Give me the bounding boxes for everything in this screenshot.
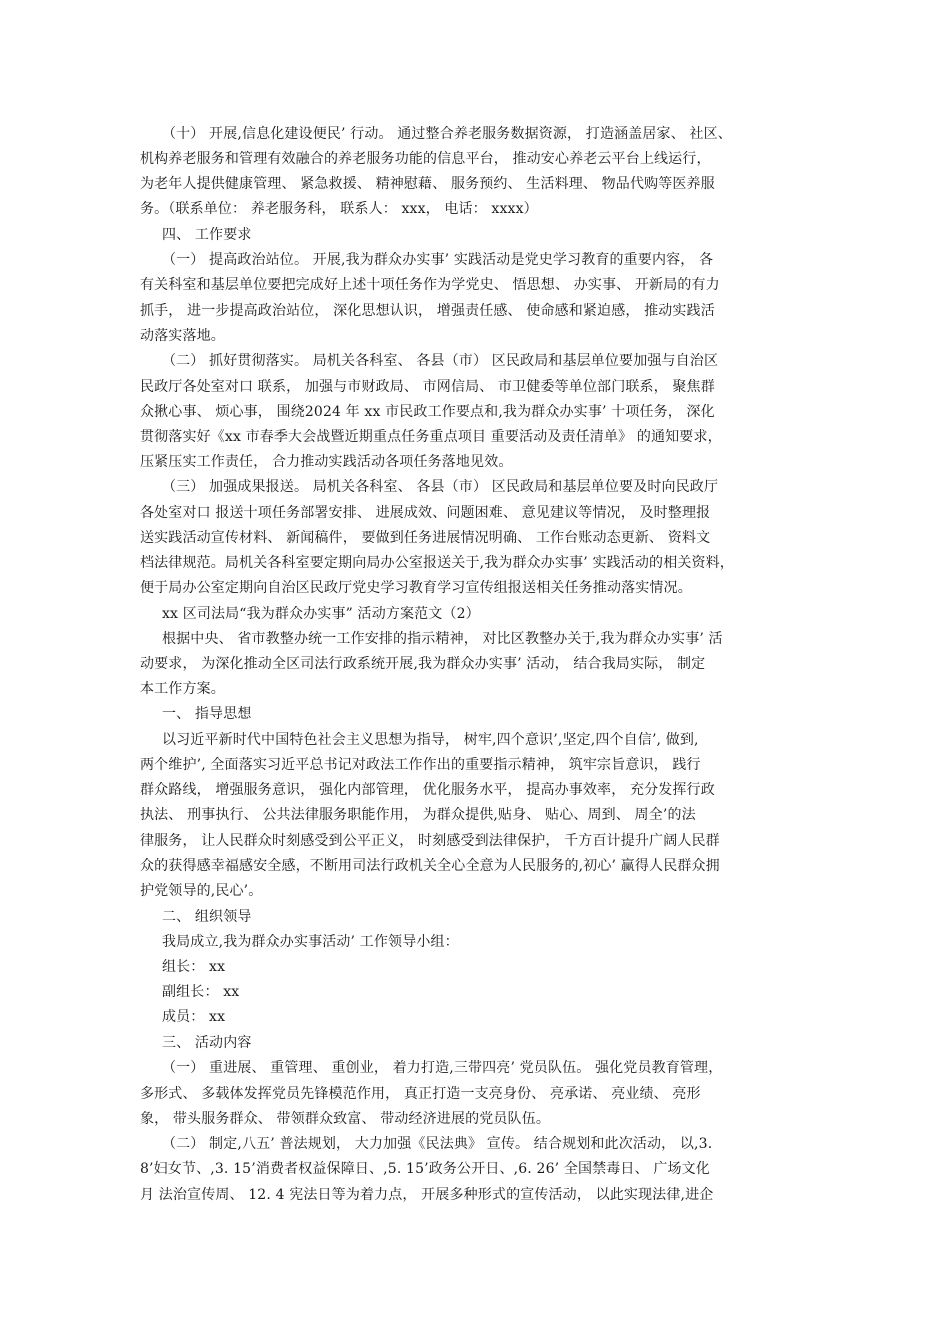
text-line: （一） 提高政治站位。 开展,我为群众办实事’ 实践活动是党史学习教育的重要内容， 各 (162, 252, 714, 268)
text-line: 众揪心事、 烦心事， 围绕2024 年 xx 市民政工作要点和,我为群众办实事’ 十项任务， 深化 (140, 404, 715, 420)
text-line: 8’妇女节、,3. 15’消费者权益保障日、,5. 15’政务公开日、,6. 26’ 全国禁毒日、 广场文化 (140, 1161, 710, 1177)
text-line: 根据中央、 省市教整办统一工作安排的指示精神， 对比区教整办关于,我为群众办实事’ 活 (162, 631, 723, 647)
text-line: （十） 开展,信息化建设便民’ 行动。 通过整合养老服务数据资源， 打造涵盖居家、 社区、 (162, 126, 732, 142)
text-line: （三） 加强成果报送。 局机关各科室、 各县（市） 区民政局和基层单位要及时向民政厅 (162, 479, 719, 495)
text-line: 成员： xx (162, 1009, 226, 1025)
text-line: 贯彻落实好《xx 市春季大会战暨近期重点任务重点项目 重要活动及责任清单》 的通知要求， (140, 429, 722, 445)
text-line: 执法、 刑事执行、 公共法律服务职能作用， 为群众提供,贴身、 贴心、周到、 周全’的法 (140, 807, 696, 823)
text-line: 抓手， 进一步提高政治站位， 深化思想认识， 增强责任感、 使命感和紧迫感， 推动实践活 (140, 303, 715, 319)
text-line: 多形式、 多载体发挥党员先锋模范作用， 真正打造一支亮身份、 亮承诺、 亮业绩、 亮形 (140, 1086, 701, 1102)
text-line: 二、 组织领导 (162, 909, 252, 925)
text-line: 众的获得感幸福感安全感，不断用司法行政机关全心全意为人民服务的,初心’ 赢得人民群众拥 (140, 858, 720, 874)
text-line: 组长： xx (162, 959, 226, 975)
text-line: 三、 活动内容 (162, 1035, 252, 1051)
text-line: 两个维护’, 全面落实习近平总书记对政法工作作出的重要指示精神， 筑牢宗旨意识， 践行 (140, 757, 701, 773)
text-line: 护党领导的,民心’。 (140, 883, 263, 899)
text-line: 月 法治宣传周、 12. 4 宪法日等为着力点， 开展多种形式的宣传活动， 以此实现法律,进企 (140, 1187, 714, 1203)
text-line: （二） 抓好贯彻落实。 局机关各科室、 各县（市） 区民政局和基层单位要加强与自治区 (162, 353, 719, 369)
text-line: 各处室对口 报送十项任务部署安排、 进展成效、问题困难、 意见建议等情况， 及时整理报 (140, 505, 711, 521)
text-line: 送实践活动宣传材料、 新闻稿件， 要做到任务进展情况明确、 工作台账动态更新、 资料文 (140, 530, 711, 546)
text-line: 有关科室和基层单位要把完成好上述十项任务作为学党史、 悟思想、 办实事、 开新局的有力 (140, 277, 720, 293)
text-line: 动要求， 为深化推动全区司法行政系统开展,我为群众办实事’ 活动， 结合我局实际， 制定 (140, 656, 706, 672)
text-line: 副组长： xx (162, 984, 240, 1000)
text-line: 民政厅各处室对口 联系， 加强与市财政局、 市网信局、 市卫健委等单位部门联系， 聚焦群 (140, 379, 715, 395)
text-line: 压紧压实工作责任， 合力推动实践活动各项任务落地见效。 (140, 454, 513, 470)
text-line: 为老年人提供健康管理、 紧急救援、 精神慰藉、 服务预约、 生活料理、 物品代购等医养服 (140, 176, 715, 192)
text-line: 本工作方案。 (140, 681, 225, 697)
text-line: 律服务， 让人民群众时刻感受到公平正义， 时刻感受到法律保护， 千方百计提升广阔人民群 (140, 833, 720, 849)
text-line: （二） 制定,八五’ 普法规划， 大力加强《民法典》 宣传。 结合规划和此次活动， 以,3. (162, 1136, 713, 1152)
text-line: 便于局办公室定期向自治区民政厅党史学习教育学习宣传组报送相关任务推动落实情况。 (140, 580, 692, 596)
text-line: 机构养老服务和管理有效融合的养老服务功能的信息平台， 推动安心养老云平台上线运行， (140, 151, 711, 167)
text-line: xx 区司法局“我为群众办实事” 活动方案范文（2） (162, 606, 480, 622)
text-line: 群众路线， 增强服务意识， 强化内部管理， 优化服务水平， 提高办事效率， 充分发挥行政 (140, 782, 715, 798)
text-line: （一） 重进展、 重管理、 重创业， 着力打造,三带四亮’ 党员队伍。 强化党员教育管理， (162, 1060, 723, 1076)
text-line: 四、 工作要求 (162, 227, 252, 243)
text-line: 我局成立,我为群众办实事活动’ 工作领导小组： (162, 934, 459, 950)
text-line: 档法律规范。局机关各科室要定期向局办公室报送关于,我为群众办实事’ 实践活动的相关资料， (140, 555, 734, 571)
text-line: 象， 带头服务群众、 带领群众致富、 带动经济进展的党员队伍。 (140, 1111, 550, 1127)
text-line: 一、 指导思想 (162, 706, 252, 722)
text-line: 务。（联系单位： 养老服务科， 联系人： xxx， 电话： xxxx） (140, 201, 538, 217)
text-line: 动落实落地。 (140, 328, 225, 344)
text-line: 以习近平新时代中国特色社会主义思想为指导， 树牢,四个意识’,坚定,四个自信’, 做到, (162, 732, 699, 748)
